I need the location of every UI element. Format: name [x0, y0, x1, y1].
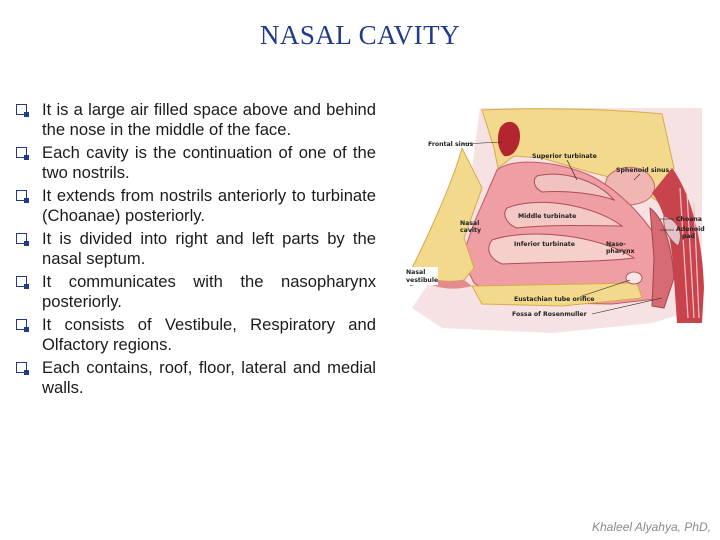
nasal-cavity-illustration [402, 108, 710, 333]
checkbox-bullet-icon [16, 104, 27, 115]
checkbox-bullet-icon [16, 190, 27, 201]
bullet-item [16, 100, 376, 139]
checkbox-bullet-icon [16, 147, 27, 158]
label-choana: Choana [676, 216, 702, 223]
label-nasopharynx-2: pharynx [606, 248, 635, 255]
nasal-cavity-diagram [402, 108, 710, 333]
label-nasal-cavity-2: cavity [460, 227, 481, 234]
bullet-text: It consists of Vestibule, Respiratory and Olfactory regions. [42, 315, 376, 354]
nasal-cartilage [412, 148, 482, 281]
label-nasal-vestibule-1: Nasal [406, 269, 426, 276]
label-inferior-turbinate: Inferior turbinate [514, 241, 575, 248]
eustachian-tube-orifice [626, 272, 642, 284]
label-sphenoid-sinus: Sphenoid sinus [616, 167, 670, 174]
bullet-item [16, 186, 376, 225]
bullet-text: Each contains, roof, floor, lateral and medial walls. [42, 358, 376, 397]
bullet-text: It communicates with the nasopharynx posteriorly. [42, 272, 376, 311]
bullet-list [16, 100, 376, 401]
bullet-item [16, 272, 376, 311]
label-adenoid-1: Adenoid [676, 226, 705, 233]
bullet-item [16, 315, 376, 354]
label-frontal-sinus: Frontal sinus [428, 141, 474, 148]
bullet-item [16, 143, 376, 182]
checkbox-bullet-icon [16, 276, 27, 287]
slide-title: NASAL CAVITY [259, 20, 461, 50]
bullet-item [16, 229, 376, 268]
label-superior-turbinate: Superior turbinate [532, 153, 597, 160]
label-adenoid-2: pad [682, 233, 696, 240]
bullet-item [16, 358, 376, 397]
bullet-text: It is divided into right and left parts by the nasal septum. [42, 229, 376, 268]
bullet-text: Each cavity is the continuation of one of the two nostrils. [42, 143, 376, 182]
label-middle-turbinate: Middle turbinate [518, 213, 577, 220]
checkbox-bullet-icon [16, 233, 27, 244]
bullet-text: It extends from nostrils anteriorly to turbinate (Choanae) posteriorly. [42, 186, 376, 225]
label-fossa-rosenmuller: Fossa of Rosenmuller [512, 311, 587, 318]
label-eustachian-tube: Eustachian tube orifice [514, 296, 595, 303]
label-nasal-vestibule-2: vestibule [406, 277, 439, 284]
label-nasal-cavity-1: Nasal [460, 220, 480, 227]
checkbox-bullet-icon [16, 319, 27, 330]
checkbox-bullet-icon [16, 362, 27, 373]
label-nasopharynx-1: Naso- [606, 241, 626, 248]
bullet-text: It is a large air filled space above and behind the nose in the middle of the face. [42, 100, 376, 139]
author-footer: Khaleel Alyahya, PhD, [592, 520, 711, 534]
